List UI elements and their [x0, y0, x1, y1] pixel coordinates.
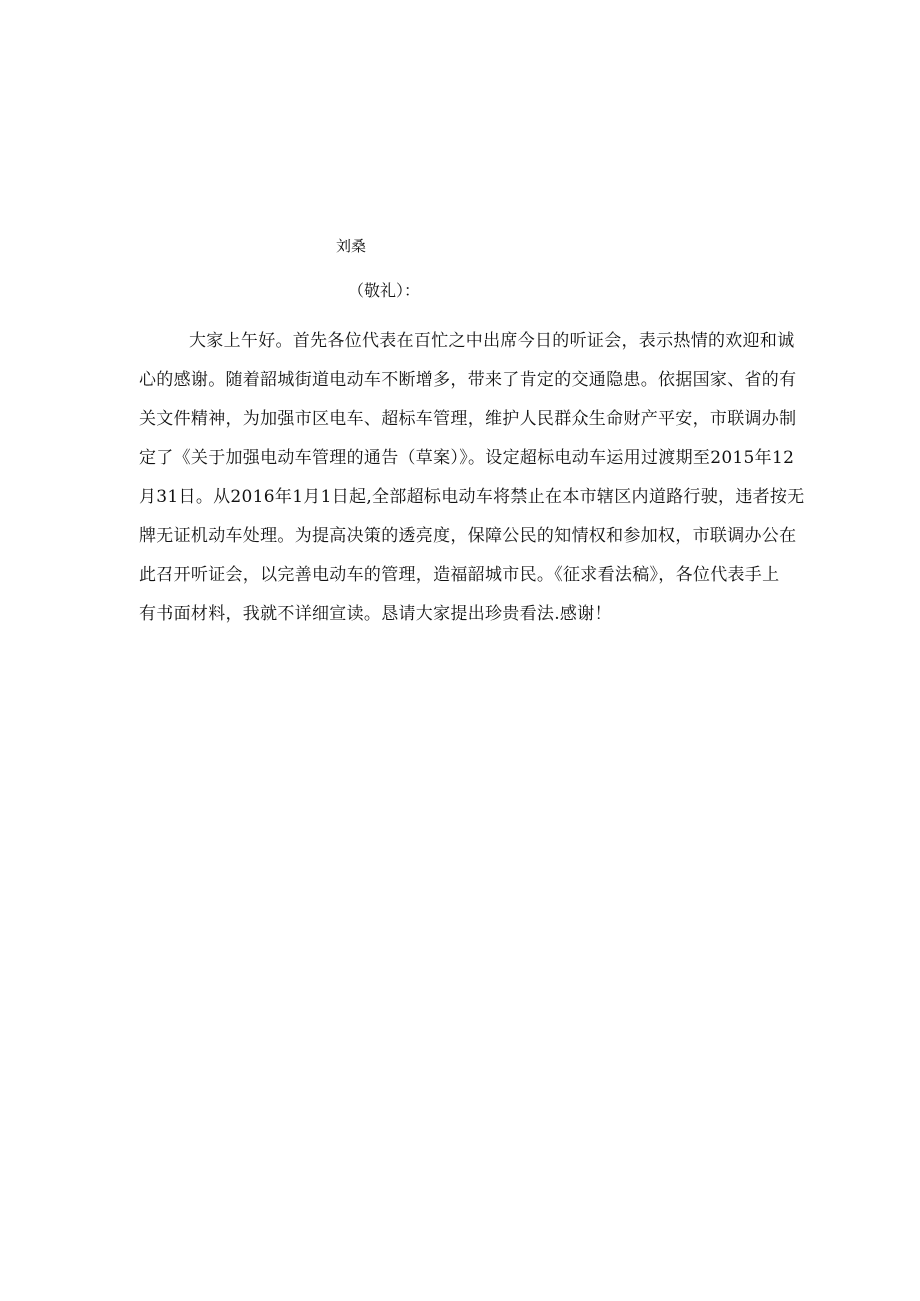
body-line: 关文件精神，为加强市区电车、超标车管理，维护人民群众生命财产平安，市联调办制 [139, 409, 797, 429]
body-line: 大家上午好。首先各位代表在百忙之中出席今日的听证会，表示热情的欢迎和诚 [189, 331, 795, 351]
body-line: 定了《关于加强电动车管理的通告（草案）》。设定超标电动车运用过渡期至2015年12 [139, 448, 795, 468]
body-line: 有书面材料，我就不详细宣读。恳请大家提出珍贵看法.感谢！ [139, 604, 612, 624]
body-line: 牌无证机动车处理。为提高决策的透亮度，保障公民的知情权和参加权，市联调办公在 [139, 526, 797, 546]
body-line: 此召开听证会，以完善电动车的管理，造福韶城市民。《征求看法稿》，各位代表手上 [139, 565, 780, 585]
body-line: 月31日。从2016年1月1日起,全部超标电动车将禁止在本市辖区内道路行驶，违者按无 [139, 487, 805, 507]
body-paragraph [139, 323, 805, 635]
salutation: （敬礼）： [348, 281, 421, 300]
author-name: 刘桑 [336, 237, 367, 255]
body-line: 心的感谢。随着韶城街道电动车不断增多，带来了肯定的交通隐患。依据国家、省的有 [139, 370, 797, 390]
